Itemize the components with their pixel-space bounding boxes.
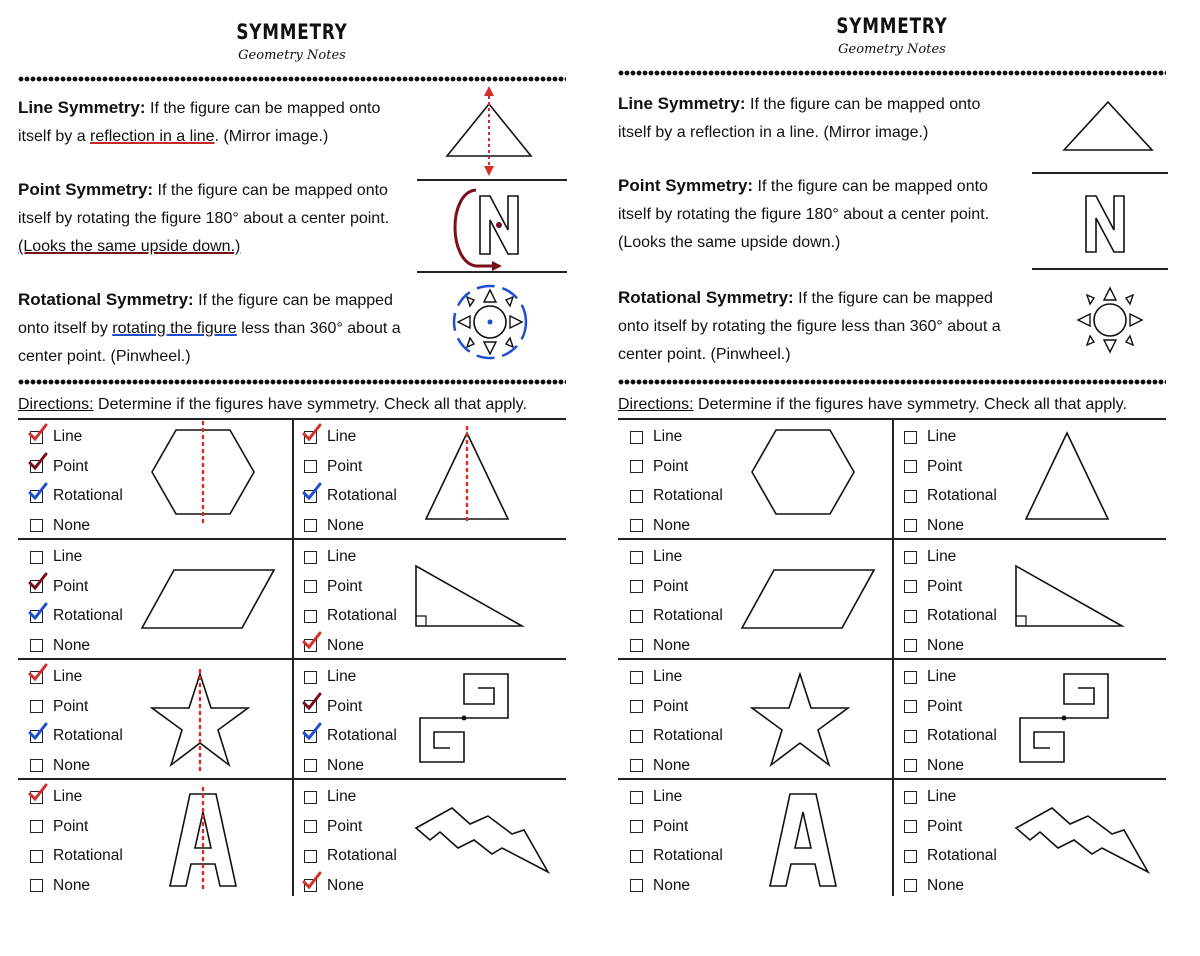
checkbox-option-rotational[interactable]	[904, 845, 997, 867]
directions-text: Determine if the figures have symmetry. Check all that apply.	[93, 396, 527, 413]
checkbox-label: None	[53, 876, 91, 894]
checkbox-label: Point	[327, 697, 363, 715]
star-icon	[748, 670, 853, 770]
checkbox[interactable]	[904, 820, 917, 833]
checkbox[interactable]	[304, 700, 317, 713]
checkbox-label: Rotational	[53, 847, 123, 864]
checkbox[interactable]	[904, 639, 917, 652]
checkbox[interactable]	[904, 519, 917, 532]
text: less than 360° about a center point. (Pinwheel.)	[18, 320, 401, 365]
checkbox-label: Point	[53, 697, 89, 715]
checkbox-option-line[interactable]	[30, 426, 82, 448]
exercise-cell	[892, 782, 1162, 902]
text: If the figure can be mapped onto itself by a	[18, 100, 381, 145]
checkmark-icon	[29, 453, 47, 471]
checkbox-label: Line	[927, 668, 957, 685]
checkbox[interactable]	[904, 671, 917, 684]
parallelogram-icon	[738, 564, 878, 634]
directions	[618, 396, 1158, 414]
point-symmetry-definition	[18, 176, 413, 261]
triangle-icon	[422, 427, 512, 527]
checkbox-option-none[interactable]	[904, 635, 964, 657]
checkbox-label: Rotational	[653, 607, 723, 624]
checkbox-label: None	[653, 876, 691, 894]
triangle-icon	[1060, 96, 1160, 156]
checkmark-icon	[303, 483, 321, 501]
checkbox-option-line[interactable]	[630, 666, 682, 688]
text: If the figure can be mapped onto itself by rotating the figure less than 360° about a center point. (Pinwheel.)	[618, 290, 1001, 363]
checkbox-option-point[interactable]	[630, 576, 688, 598]
text: If the figure can be mapped onto itself by	[18, 292, 393, 337]
checkbox-option-point[interactable]	[904, 696, 962, 718]
checkbox-label: Point	[327, 817, 363, 835]
checkbox[interactable]	[30, 460, 43, 473]
checkbox-label: Rotational	[927, 607, 997, 624]
checkbox-label: Rotational	[327, 487, 397, 504]
term: Point Symmetry:	[18, 180, 154, 199]
checkbox-option-none[interactable]	[30, 755, 90, 777]
text: If the figure can be mapped onto itself by rotating the figure 180° about a center point. (Looks the same upside down.)	[618, 178, 990, 251]
checkbox[interactable]	[30, 639, 43, 652]
exercise-cell	[18, 422, 288, 542]
checkbox-option-rotational[interactable]	[904, 725, 997, 747]
checkbox[interactable]	[904, 551, 917, 564]
checkbox-label: Rotational	[53, 607, 123, 624]
checkbox-label: Rotational	[927, 847, 997, 864]
checkbox-label: None	[927, 516, 965, 534]
checkbox-label: Line	[327, 428, 357, 445]
right-triangle-icon	[1012, 562, 1127, 632]
divider	[1032, 268, 1168, 270]
checkbox-option-rotational[interactable]	[304, 725, 397, 747]
dotted-divider	[618, 379, 1166, 385]
checkbox-label: Line	[53, 428, 83, 445]
checkbox[interactable]	[630, 700, 643, 713]
checkbox-label: Line	[327, 668, 357, 685]
text: If the figure can be mapped onto itself by rotating the figure 180° about a center point.	[18, 182, 390, 227]
pinwheel-sun-icon	[448, 278, 548, 368]
checkbox-option-line[interactable]	[904, 426, 956, 448]
checkbox[interactable]	[304, 610, 317, 623]
checkbox-label: Rotational	[927, 487, 997, 504]
checkmark-icon	[303, 632, 321, 650]
checkbox-label: None	[53, 756, 91, 774]
checkbox-label: None	[53, 516, 91, 534]
exercise-cell	[618, 662, 888, 782]
hexagon-icon	[148, 422, 258, 522]
directions-label: Directions:	[618, 396, 694, 413]
checkbox-label: Line	[327, 788, 357, 805]
exercise-cell	[892, 422, 1162, 542]
letter-n-rotation-icon	[448, 182, 548, 277]
checkmark-icon	[29, 573, 47, 591]
checkbox-label: None	[327, 756, 365, 774]
checkbox-option-none[interactable]	[630, 635, 690, 657]
checkbox[interactable]	[904, 759, 917, 772]
checkbox-option-point[interactable]	[304, 696, 362, 718]
checkmark-icon	[29, 784, 47, 802]
checkbox-option-line[interactable]	[304, 426, 356, 448]
checkbox[interactable]	[30, 519, 43, 532]
dotted-divider	[18, 76, 566, 82]
checkbox-label: None	[327, 876, 365, 894]
star-icon	[148, 670, 253, 770]
checkbox[interactable]	[904, 610, 917, 623]
checkbox-option-line[interactable]	[904, 786, 956, 808]
checkmark-icon	[29, 424, 47, 442]
checkbox-option-line[interactable]	[304, 786, 356, 808]
checkbox-option-point[interactable]	[630, 816, 688, 838]
checkbox-option-rotational[interactable]	[30, 725, 123, 747]
page-subtitle: Geometry Notes	[238, 48, 346, 63]
checkbox-option-line[interactable]	[630, 426, 682, 448]
checkbox-label: Line	[653, 788, 683, 805]
checkbox-option-none[interactable]	[304, 515, 364, 537]
checkbox-option-point[interactable]	[630, 696, 688, 718]
checkbox[interactable]	[304, 551, 317, 564]
checkbox[interactable]	[304, 460, 317, 473]
checkbox[interactable]	[630, 730, 643, 743]
checkbox-label: Line	[927, 548, 957, 565]
checkbox-option-line[interactable]	[904, 666, 956, 688]
checkbox-label: None	[327, 636, 365, 654]
checkbox-option-none[interactable]	[304, 755, 364, 777]
letter-a-icon	[168, 790, 238, 890]
checkbox-option-rotational[interactable]	[304, 605, 397, 627]
term: Rotational Symmetry:	[18, 290, 194, 309]
checkbox[interactable]	[30, 730, 43, 743]
checkbox[interactable]	[630, 791, 643, 804]
exercise-cell	[618, 782, 888, 902]
spiral-icon	[1012, 670, 1117, 770]
checkbox-option-rotational[interactable]	[630, 605, 723, 627]
checkbox-label: Point	[653, 817, 689, 835]
checkbox[interactable]	[630, 519, 643, 532]
checkbox-option-rotational[interactable]	[630, 845, 723, 867]
checkbox-label: Line	[53, 788, 83, 805]
checkbox-label: None	[53, 636, 91, 654]
sun-icon	[1068, 276, 1158, 366]
checkbox-option-line[interactable]	[630, 786, 682, 808]
letter-a-icon	[768, 790, 838, 890]
checkbox[interactable]	[304, 820, 317, 833]
checkbox[interactable]	[30, 879, 43, 892]
exercise-cell	[292, 782, 562, 902]
checkbox-option-rotational[interactable]	[630, 725, 723, 747]
exercise-cell	[292, 422, 562, 542]
exercise-cell	[892, 662, 1162, 782]
checkbox[interactable]	[904, 879, 917, 892]
lightning-bolt-icon	[412, 804, 552, 879]
line-symmetry-definition	[18, 94, 413, 151]
checkbox[interactable]	[630, 490, 643, 503]
checkmark-icon	[303, 693, 321, 711]
highlight: reflection in a line	[90, 128, 215, 145]
checkbox-option-none[interactable]	[904, 755, 964, 777]
checkbox[interactable]	[630, 671, 643, 684]
checkbox-label: Line	[653, 548, 683, 565]
checkbox-label: Rotational	[327, 727, 397, 744]
letter-n-icon	[1082, 192, 1142, 254]
checkbox[interactable]	[630, 820, 643, 833]
checkbox-option-point[interactable]	[904, 456, 962, 478]
checkbox-option-rotational[interactable]	[304, 485, 397, 507]
rotational-symmetry-definition	[618, 284, 1013, 369]
checkbox-option-none[interactable]	[904, 515, 964, 537]
exercise-cell	[892, 542, 1162, 662]
term: Point Symmetry:	[618, 176, 754, 195]
checkbox-option-none[interactable]	[904, 875, 964, 897]
checkbox[interactable]	[304, 759, 317, 772]
checkbox-option-none[interactable]	[30, 875, 90, 897]
checkbox-label: Line	[53, 668, 83, 685]
exercise-cell	[18, 782, 288, 902]
checkbox[interactable]	[304, 730, 317, 743]
checkbox-label: None	[653, 516, 691, 534]
term: Line Symmetry:	[18, 98, 146, 117]
checkbox-option-rotational[interactable]	[304, 845, 397, 867]
directions-label: Directions:	[18, 396, 94, 413]
exercise-cell	[292, 662, 562, 782]
checkbox-option-none[interactable]	[304, 635, 364, 657]
checkbox-label: Point	[653, 457, 689, 475]
checkbox-option-point[interactable]	[30, 816, 88, 838]
checkbox-option-none[interactable]	[304, 875, 364, 897]
checkbox-label: Point	[927, 817, 963, 835]
term: Line Symmetry:	[618, 94, 746, 113]
checkbox-label: Line	[653, 668, 683, 685]
checkbox-label: Point	[53, 817, 89, 835]
checkbox[interactable]	[30, 490, 43, 503]
checkbox-label: Rotational	[327, 607, 397, 624]
exercise-cell	[618, 542, 888, 662]
line-symmetry-definition	[618, 90, 1013, 147]
checkmark-icon	[303, 424, 321, 442]
checkbox[interactable]	[630, 431, 643, 444]
spiral-icon	[412, 670, 517, 770]
checkbox[interactable]	[30, 791, 43, 804]
worksheet-left-answer-key	[12, 0, 572, 930]
checkbox[interactable]	[904, 850, 917, 863]
checkbox-label: Line	[53, 548, 83, 565]
checkbox-label: Line	[927, 788, 957, 805]
checkbox[interactable]	[904, 580, 917, 593]
page-title: SYMMETRY	[236, 20, 348, 44]
checkbox-option-point[interactable]	[30, 456, 88, 478]
checkbox[interactable]	[630, 639, 643, 652]
dotted-divider	[618, 70, 1166, 76]
checkbox-option-line[interactable]	[304, 546, 356, 568]
checkbox[interactable]	[304, 490, 317, 503]
checkbox-option-point[interactable]	[30, 576, 88, 598]
divider	[1032, 172, 1168, 174]
worksheet-right-blank	[612, 0, 1172, 930]
checkmark-icon	[303, 723, 321, 741]
checkbox-option-line[interactable]	[630, 546, 682, 568]
checkbox-option-line[interactable]	[904, 546, 956, 568]
triangle-icon	[1022, 427, 1112, 527]
rotational-symmetry-definition	[18, 286, 413, 371]
checkbox-label: Point	[927, 577, 963, 595]
checkbox[interactable]	[304, 879, 317, 892]
checkbox[interactable]	[630, 610, 643, 623]
checkbox[interactable]	[30, 551, 43, 564]
highlight: (Looks the same upside down.)	[18, 238, 241, 255]
checkbox[interactable]	[904, 431, 917, 444]
checkbox-label: Rotational	[653, 727, 723, 744]
checkmark-icon	[29, 483, 47, 501]
checkbox[interactable]	[304, 791, 317, 804]
checkbox-option-rotational[interactable]	[30, 485, 123, 507]
page-title: SYMMETRY	[836, 14, 948, 38]
checkbox-label: Line	[653, 428, 683, 445]
lightning-bolt-icon	[1012, 804, 1152, 879]
checkbox[interactable]	[304, 850, 317, 863]
right-triangle-icon	[412, 562, 527, 632]
directions-text: Determine if the figures have symmetry. Check all that apply.	[693, 396, 1127, 413]
checkbox[interactable]	[30, 850, 43, 863]
checkbox-label: Point	[927, 697, 963, 715]
checkbox-option-point[interactable]	[304, 576, 362, 598]
term: Rotational Symmetry:	[618, 288, 794, 307]
checkbox-label: None	[927, 756, 965, 774]
checkbox-option-point[interactable]	[304, 456, 362, 478]
checkbox[interactable]	[30, 580, 43, 593]
checkbox[interactable]	[30, 431, 43, 444]
checkbox-option-none[interactable]	[630, 515, 690, 537]
dotted-divider	[18, 379, 566, 385]
checkbox[interactable]	[30, 671, 43, 684]
checkbox-option-point[interactable]	[630, 456, 688, 478]
checkbox[interactable]	[304, 671, 317, 684]
checkbox[interactable]	[904, 700, 917, 713]
checkbox-option-none[interactable]	[30, 635, 90, 657]
checkmark-icon	[303, 872, 321, 890]
directions	[18, 396, 558, 414]
checkbox[interactable]	[30, 759, 43, 772]
checkbox[interactable]	[30, 700, 43, 713]
checkbox-option-none[interactable]	[30, 515, 90, 537]
checkbox-option-rotational[interactable]	[30, 605, 123, 627]
exercise-cell	[292, 542, 562, 662]
checkbox[interactable]	[304, 580, 317, 593]
checkmark-icon	[29, 664, 47, 682]
checkbox-option-line[interactable]	[30, 786, 82, 808]
triangle-reflection-icon	[442, 84, 552, 174]
exercise-cell	[18, 662, 288, 782]
checkbox[interactable]	[630, 580, 643, 593]
divider	[417, 179, 567, 181]
checkbox-label: None	[927, 636, 965, 654]
parallelogram-icon	[138, 564, 278, 634]
checkbox-option-point[interactable]	[904, 576, 962, 598]
checkbox[interactable]	[904, 460, 917, 473]
checkbox[interactable]	[630, 759, 643, 772]
checkbox-option-point[interactable]	[304, 816, 362, 838]
checkbox-option-rotational[interactable]	[904, 605, 997, 627]
checkbox[interactable]	[304, 519, 317, 532]
checkbox-label: Point	[327, 577, 363, 595]
text: If the figure can be mapped onto itself by a reflection in a line. (Mirror image.)	[618, 96, 981, 141]
checkbox[interactable]	[904, 730, 917, 743]
checkbox-option-point[interactable]	[904, 816, 962, 838]
checkbox-option-none[interactable]	[630, 755, 690, 777]
checkbox[interactable]	[630, 551, 643, 564]
checkbox-option-none[interactable]	[630, 875, 690, 897]
checkmark-icon	[29, 723, 47, 741]
checkbox-label: Line	[927, 428, 957, 445]
checkbox-option-line[interactable]	[30, 666, 82, 688]
page-subtitle: Geometry Notes	[838, 42, 946, 57]
checkbox-label: Point	[653, 577, 689, 595]
highlight: rotating the figure	[112, 320, 237, 337]
checkbox[interactable]	[304, 431, 317, 444]
checkbox-label: Line	[327, 548, 357, 565]
checkbox[interactable]	[30, 820, 43, 833]
checkbox-option-point[interactable]	[30, 696, 88, 718]
checkbox-option-line[interactable]	[30, 546, 82, 568]
exercise-cell	[18, 542, 288, 662]
checkbox-option-rotational[interactable]	[904, 485, 997, 507]
checkbox-label: Rotational	[53, 487, 123, 504]
text: . (Mirror image.)	[214, 128, 329, 145]
checkbox-label: None	[653, 756, 691, 774]
checkbox-label: Rotational	[327, 847, 397, 864]
checkbox-label: Point	[927, 457, 963, 475]
hexagon-icon	[748, 422, 858, 522]
checkbox-label: Rotational	[53, 727, 123, 744]
checkbox[interactable]	[630, 850, 643, 863]
checkbox[interactable]	[30, 610, 43, 623]
checkbox-label: Point	[327, 457, 363, 475]
checkbox[interactable]	[304, 639, 317, 652]
point-symmetry-definition	[618, 172, 1013, 257]
checkmark-icon	[29, 603, 47, 621]
checkbox-label: Rotational	[927, 727, 997, 744]
checkbox-option-rotational[interactable]	[630, 485, 723, 507]
checkbox[interactable]	[630, 879, 643, 892]
checkbox-label: Point	[53, 577, 89, 595]
checkbox-option-rotational[interactable]	[30, 845, 123, 867]
checkbox-option-line[interactable]	[304, 666, 356, 688]
checkbox-label: None	[927, 876, 965, 894]
checkbox[interactable]	[904, 791, 917, 804]
checkbox-label: Rotational	[653, 487, 723, 504]
checkbox[interactable]	[630, 460, 643, 473]
checkbox-label: None	[653, 636, 691, 654]
checkbox[interactable]	[904, 490, 917, 503]
checkbox-label: Rotational	[653, 847, 723, 864]
checkbox-label: Point	[653, 697, 689, 715]
checkbox-label: None	[327, 516, 365, 534]
exercise-cell	[618, 422, 888, 542]
checkbox-label: Point	[53, 457, 89, 475]
divider	[417, 271, 567, 273]
